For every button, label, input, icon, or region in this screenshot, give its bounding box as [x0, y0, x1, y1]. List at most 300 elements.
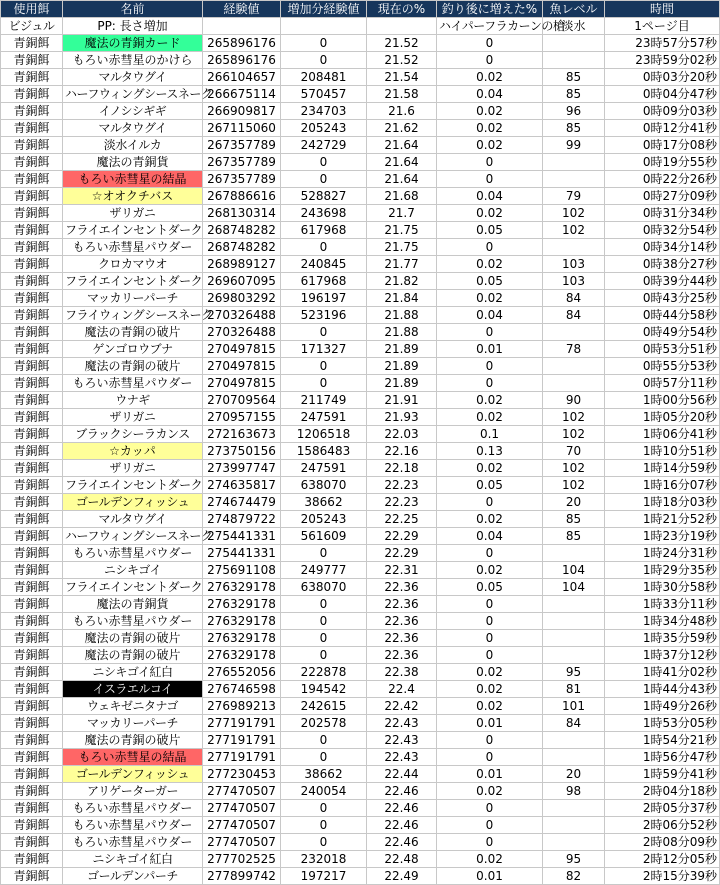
- cell-exp[interactable]: 266909817: [203, 103, 281, 120]
- cell-time[interactable]: 1時21分52秒: [605, 511, 720, 528]
- cell-time[interactable]: 1時59分41秒: [605, 766, 720, 783]
- cell-name[interactable]: ニシキゴイ: [63, 562, 203, 579]
- cell-time[interactable]: 1時33分11秒: [605, 596, 720, 613]
- cell-time[interactable]: 1時54分21秒: [605, 732, 720, 749]
- cell-increase-percent[interactable]: 0: [437, 817, 543, 834]
- cell-current-percent[interactable]: 22.46: [367, 800, 437, 817]
- cell-bait[interactable]: 青銅餌: [1, 545, 63, 562]
- cell-increase-percent[interactable]: 0: [437, 613, 543, 630]
- cell-increase-percent[interactable]: 0: [437, 358, 543, 375]
- cell-name[interactable]: 魔法の青銅の破片: [63, 324, 203, 341]
- cell-exp[interactable]: 276329178: [203, 579, 281, 596]
- cell-time[interactable]: 1時41分02秒: [605, 664, 720, 681]
- cell-bait[interactable]: 青銅餌: [1, 732, 63, 749]
- cell-increase-percent[interactable]: 0.05: [437, 477, 543, 494]
- cell-exp[interactable]: 274635817: [203, 477, 281, 494]
- cell-name[interactable]: アリゲーターガー: [63, 783, 203, 800]
- cell-added-exp[interactable]: 0: [281, 154, 367, 171]
- cell-exp[interactable]: 277899742: [203, 868, 281, 885]
- header-current-percent[interactable]: 現在の%: [367, 1, 437, 18]
- cell-exp[interactable]: 269803292: [203, 290, 281, 307]
- cell-added-exp[interactable]: 240054: [281, 783, 367, 800]
- cell-added-exp[interactable]: 0: [281, 732, 367, 749]
- cell-fish-level[interactable]: 70: [543, 443, 605, 460]
- cell-current-percent[interactable]: 22.36: [367, 613, 437, 630]
- cell-name[interactable]: マルタウグイ: [63, 69, 203, 86]
- cell-name[interactable]: 魔法の青銅の破片: [63, 630, 203, 647]
- cell-increase-percent[interactable]: 0.02: [437, 851, 543, 868]
- cell-name[interactable]: ウナギ: [63, 392, 203, 409]
- cell-name[interactable]: イノシシギギ: [63, 103, 203, 120]
- cell-name[interactable]: ハーフウィングシースネーク: [63, 528, 203, 545]
- cell-current-percent[interactable]: 21.6: [367, 103, 437, 120]
- cell-fish-level[interactable]: 85: [543, 86, 605, 103]
- header-bait[interactable]: 使用餌: [1, 1, 63, 18]
- cell-time[interactable]: 1時23分19秒: [605, 528, 720, 545]
- cell-added-exp[interactable]: 0: [281, 35, 367, 52]
- cell-bait[interactable]: 青銅餌: [1, 613, 63, 630]
- cell-name[interactable]: もろい赤彗星のかけら: [63, 52, 203, 69]
- cell-added-exp[interactable]: 38662: [281, 766, 367, 783]
- cell-added-exp[interactable]: 0: [281, 358, 367, 375]
- cell-name[interactable]: フライウィングシースネーク: [63, 307, 203, 324]
- cell-added-exp[interactable]: 197217: [281, 868, 367, 885]
- cell-bait[interactable]: 青銅餌: [1, 834, 63, 851]
- cell-time[interactable]: 1時53分05秒: [605, 715, 720, 732]
- cell-increase-percent[interactable]: 0: [437, 239, 543, 256]
- cell-current-percent[interactable]: 22.46: [367, 834, 437, 851]
- cell-exp[interactable]: 276552056: [203, 664, 281, 681]
- cell-increase-percent[interactable]: 0.02: [437, 256, 543, 273]
- cell-fish-level[interactable]: [543, 732, 605, 749]
- cell-time[interactable]: 23時59分02秒: [605, 52, 720, 69]
- cell-added-exp[interactable]: 0: [281, 52, 367, 69]
- cell-added-exp[interactable]: 1206518: [281, 426, 367, 443]
- cell-time[interactable]: 0時27分09秒: [605, 188, 720, 205]
- cell-current-percent[interactable]: 21.75: [367, 239, 437, 256]
- cell-added-exp[interactable]: 0: [281, 800, 367, 817]
- cell-exp[interactable]: 270326488: [203, 307, 281, 324]
- cell-added-exp[interactable]: 211749: [281, 392, 367, 409]
- cell-current-percent[interactable]: 22.44: [367, 766, 437, 783]
- cell-added-exp[interactable]: 0: [281, 375, 367, 392]
- cell-exp[interactable]: 270497815: [203, 341, 281, 358]
- subheader-empty-exp[interactable]: [203, 18, 281, 35]
- cell-current-percent[interactable]: 21.88: [367, 307, 437, 324]
- cell-added-exp[interactable]: 1586483: [281, 443, 367, 460]
- cell-name[interactable]: フライエインセントダーク: [63, 273, 203, 290]
- cell-bait[interactable]: 青銅餌: [1, 409, 63, 426]
- cell-exp[interactable]: 277191791: [203, 732, 281, 749]
- cell-exp[interactable]: 277470507: [203, 783, 281, 800]
- cell-increase-percent[interactable]: 0.05: [437, 579, 543, 596]
- cell-current-percent[interactable]: 21.58: [367, 86, 437, 103]
- cell-increase-percent[interactable]: 0: [437, 375, 543, 392]
- cell-current-percent[interactable]: 22.46: [367, 783, 437, 800]
- cell-name[interactable]: ゴールデンパーチ: [63, 868, 203, 885]
- cell-added-exp[interactable]: 0: [281, 647, 367, 664]
- cell-bait[interactable]: 青銅餌: [1, 154, 63, 171]
- cell-name[interactable]: 魔法の青銅の破片: [63, 358, 203, 375]
- cell-time[interactable]: 1時30分58秒: [605, 579, 720, 596]
- cell-bait[interactable]: 青銅餌: [1, 868, 63, 885]
- subheader-pp[interactable]: PP: 長さ増加: [63, 18, 203, 35]
- cell-increase-percent[interactable]: 0.02: [437, 562, 543, 579]
- cell-added-exp[interactable]: 617968: [281, 273, 367, 290]
- cell-fish-level[interactable]: 102: [543, 222, 605, 239]
- cell-fish-level[interactable]: 20: [543, 766, 605, 783]
- cell-increase-percent[interactable]: 0.02: [437, 511, 543, 528]
- cell-increase-percent[interactable]: 0.04: [437, 86, 543, 103]
- cell-added-exp[interactable]: 561609: [281, 528, 367, 545]
- cell-exp[interactable]: 273997747: [203, 460, 281, 477]
- cell-current-percent[interactable]: 21.89: [367, 375, 437, 392]
- cell-name[interactable]: もろい赤彗星パウダー: [63, 817, 203, 834]
- cell-added-exp[interactable]: 247591: [281, 460, 367, 477]
- cell-increase-percent[interactable]: 0.02: [437, 205, 543, 222]
- cell-time[interactable]: 1時18分03秒: [605, 494, 720, 511]
- cell-exp[interactable]: 268748282: [203, 222, 281, 239]
- cell-name[interactable]: ニシキゴイ紅白: [63, 664, 203, 681]
- cell-current-percent[interactable]: 21.62: [367, 120, 437, 137]
- cell-bait[interactable]: 青銅餌: [1, 715, 63, 732]
- cell-added-exp[interactable]: 0: [281, 596, 367, 613]
- cell-increase-percent[interactable]: 0.04: [437, 307, 543, 324]
- cell-current-percent[interactable]: 22.16: [367, 443, 437, 460]
- cell-bait[interactable]: 青銅餌: [1, 579, 63, 596]
- cell-bait[interactable]: 青銅餌: [1, 562, 63, 579]
- cell-exp[interactable]: 275691108: [203, 562, 281, 579]
- cell-added-exp[interactable]: 232018: [281, 851, 367, 868]
- cell-current-percent[interactable]: 21.82: [367, 273, 437, 290]
- cell-current-percent[interactable]: 21.84: [367, 290, 437, 307]
- cell-current-percent[interactable]: 21.52: [367, 52, 437, 69]
- cell-bait[interactable]: 青銅餌: [1, 528, 63, 545]
- cell-exp[interactable]: 276329178: [203, 630, 281, 647]
- cell-time[interactable]: 1時35分59秒: [605, 630, 720, 647]
- cell-fish-level[interactable]: [543, 52, 605, 69]
- cell-current-percent[interactable]: 22.31: [367, 562, 437, 579]
- cell-fish-level[interactable]: 102: [543, 409, 605, 426]
- cell-time[interactable]: 0時44分58秒: [605, 307, 720, 324]
- subheader-water-type[interactable]: 淡水: [543, 18, 605, 35]
- cell-fish-level[interactable]: [543, 324, 605, 341]
- cell-name[interactable]: もろい赤彗星の結晶: [63, 749, 203, 766]
- cell-fish-level[interactable]: 96: [543, 103, 605, 120]
- cell-time[interactable]: 0時39分44秒: [605, 273, 720, 290]
- cell-increase-percent[interactable]: 0.02: [437, 103, 543, 120]
- cell-bait[interactable]: 青銅餌: [1, 205, 63, 222]
- cell-name[interactable]: 魔法の青銅の破片: [63, 732, 203, 749]
- cell-fish-level[interactable]: [543, 647, 605, 664]
- cell-fish-level[interactable]: 84: [543, 307, 605, 324]
- cell-added-exp[interactable]: 638070: [281, 579, 367, 596]
- cell-increase-percent[interactable]: 0.02: [437, 664, 543, 681]
- cell-fish-level[interactable]: [543, 35, 605, 52]
- cell-time[interactable]: 1時49分26秒: [605, 698, 720, 715]
- cell-fish-level[interactable]: 101: [543, 698, 605, 715]
- cell-bait[interactable]: 青銅餌: [1, 630, 63, 647]
- cell-time[interactable]: 2時15分39秒: [605, 868, 720, 885]
- cell-name[interactable]: マッカリーパーチ: [63, 290, 203, 307]
- cell-exp[interactable]: 266675114: [203, 86, 281, 103]
- cell-exp[interactable]: 267357789: [203, 154, 281, 171]
- cell-fish-level[interactable]: [543, 171, 605, 188]
- cell-bait[interactable]: 青銅餌: [1, 120, 63, 137]
- cell-fish-level[interactable]: 85: [543, 511, 605, 528]
- cell-exp[interactable]: 270497815: [203, 375, 281, 392]
- cell-exp[interactable]: 277191791: [203, 749, 281, 766]
- cell-fish-level[interactable]: [543, 358, 605, 375]
- cell-time[interactable]: 2時06分52秒: [605, 817, 720, 834]
- cell-fish-level[interactable]: 95: [543, 851, 605, 868]
- cell-current-percent[interactable]: 22.46: [367, 817, 437, 834]
- cell-added-exp[interactable]: 240845: [281, 256, 367, 273]
- cell-time[interactable]: 0時57分11秒: [605, 375, 720, 392]
- cell-exp[interactable]: 277702525: [203, 851, 281, 868]
- cell-time[interactable]: 1時05分20秒: [605, 409, 720, 426]
- cell-name[interactable]: ザリガニ: [63, 409, 203, 426]
- cell-time[interactable]: 1時24分31秒: [605, 545, 720, 562]
- cell-increase-percent[interactable]: 0: [437, 324, 543, 341]
- cell-name[interactable]: もろい赤彗星パウダー: [63, 239, 203, 256]
- cell-added-exp[interactable]: 249777: [281, 562, 367, 579]
- cell-increase-percent[interactable]: 0: [437, 596, 543, 613]
- cell-current-percent[interactable]: 22.18: [367, 460, 437, 477]
- cell-added-exp[interactable]: 243698: [281, 205, 367, 222]
- cell-time[interactable]: 1時16分07秒: [605, 477, 720, 494]
- cell-current-percent[interactable]: 22.25: [367, 511, 437, 528]
- cell-exp[interactable]: 268748282: [203, 239, 281, 256]
- cell-fish-level[interactable]: 85: [543, 120, 605, 137]
- cell-fish-level[interactable]: 82: [543, 868, 605, 885]
- cell-time[interactable]: 0時19分55秒: [605, 154, 720, 171]
- cell-increase-percent[interactable]: 0.02: [437, 137, 543, 154]
- cell-time[interactable]: 2時08分09秒: [605, 834, 720, 851]
- subheader-weapon[interactable]: ハイパーフラカーンの槍: [437, 18, 543, 35]
- cell-exp[interactable]: 270497815: [203, 358, 281, 375]
- cell-current-percent[interactable]: 21.64: [367, 154, 437, 171]
- cell-exp[interactable]: 267886616: [203, 188, 281, 205]
- cell-increase-percent[interactable]: 0: [437, 834, 543, 851]
- cell-increase-percent[interactable]: 0.05: [437, 273, 543, 290]
- cell-name[interactable]: もろい赤彗星パウダー: [63, 834, 203, 851]
- cell-name[interactable]: ハーフウィングシースネーク: [63, 86, 203, 103]
- cell-time[interactable]: 1時56分47秒: [605, 749, 720, 766]
- cell-bait[interactable]: 青銅餌: [1, 681, 63, 698]
- header-added-exp[interactable]: 増加分経験値: [281, 1, 367, 18]
- cell-current-percent[interactable]: 21.64: [367, 171, 437, 188]
- cell-name[interactable]: ニシキゴイ紅白: [63, 851, 203, 868]
- cell-name[interactable]: フライエインセントダーク: [63, 477, 203, 494]
- cell-current-percent[interactable]: 22.03: [367, 426, 437, 443]
- cell-fish-level[interactable]: [543, 630, 605, 647]
- cell-bait[interactable]: 青銅餌: [1, 749, 63, 766]
- cell-name[interactable]: イスラエルコイ: [63, 681, 203, 698]
- cell-added-exp[interactable]: 0: [281, 817, 367, 834]
- cell-increase-percent[interactable]: 0.01: [437, 766, 543, 783]
- cell-current-percent[interactable]: 21.89: [367, 341, 437, 358]
- cell-time[interactable]: 1時14分59秒: [605, 460, 720, 477]
- cell-added-exp[interactable]: 0: [281, 834, 367, 851]
- cell-name[interactable]: 魔法の青銅貨: [63, 154, 203, 171]
- cell-increase-percent[interactable]: 0.02: [437, 409, 543, 426]
- cell-exp[interactable]: 268989127: [203, 256, 281, 273]
- cell-exp[interactable]: 277230453: [203, 766, 281, 783]
- cell-name[interactable]: もろい赤彗星の結晶: [63, 171, 203, 188]
- cell-bait[interactable]: 青銅餌: [1, 698, 63, 715]
- cell-increase-percent[interactable]: 0.02: [437, 783, 543, 800]
- cell-fish-level[interactable]: [543, 749, 605, 766]
- cell-exp[interactable]: 267357789: [203, 171, 281, 188]
- cell-increase-percent[interactable]: 0: [437, 630, 543, 647]
- subheader-empty-added[interactable]: [281, 18, 367, 35]
- cell-added-exp[interactable]: 0: [281, 630, 367, 647]
- cell-increase-percent[interactable]: 0.02: [437, 460, 543, 477]
- cell-fish-level[interactable]: 95: [543, 664, 605, 681]
- cell-added-exp[interactable]: 0: [281, 324, 367, 341]
- cell-time[interactable]: 1時44分43秒: [605, 681, 720, 698]
- cell-name[interactable]: ザリガニ: [63, 205, 203, 222]
- cell-added-exp[interactable]: 202578: [281, 715, 367, 732]
- cell-exp[interactable]: 265896176: [203, 35, 281, 52]
- cell-name[interactable]: マルタウグイ: [63, 511, 203, 528]
- cell-name[interactable]: マルタウグイ: [63, 120, 203, 137]
- cell-fish-level[interactable]: 104: [543, 579, 605, 596]
- cell-bait[interactable]: 青銅餌: [1, 52, 63, 69]
- cell-bait[interactable]: 青銅餌: [1, 137, 63, 154]
- cell-added-exp[interactable]: 617968: [281, 222, 367, 239]
- cell-bait[interactable]: 青銅餌: [1, 817, 63, 834]
- cell-fish-level[interactable]: 90: [543, 392, 605, 409]
- cell-current-percent[interactable]: 21.88: [367, 324, 437, 341]
- cell-added-exp[interactable]: 234703: [281, 103, 367, 120]
- cell-name[interactable]: ウェキゼニタナゴ: [63, 698, 203, 715]
- cell-fish-level[interactable]: 102: [543, 460, 605, 477]
- cell-name[interactable]: 魔法の青銅の破片: [63, 647, 203, 664]
- cell-added-exp[interactable]: 0: [281, 239, 367, 256]
- cell-fish-level[interactable]: [543, 613, 605, 630]
- cell-fish-level[interactable]: 102: [543, 477, 605, 494]
- cell-exp[interactable]: 270709564: [203, 392, 281, 409]
- cell-bait[interactable]: 青銅餌: [1, 494, 63, 511]
- cell-name[interactable]: フライエインセントダーク: [63, 222, 203, 239]
- cell-increase-percent[interactable]: 0: [437, 154, 543, 171]
- cell-bait[interactable]: 青銅餌: [1, 443, 63, 460]
- cell-current-percent[interactable]: 22.38: [367, 664, 437, 681]
- cell-name[interactable]: ゲンゴロウブナ: [63, 341, 203, 358]
- cell-name[interactable]: ゴールデンフィッシュ: [63, 766, 203, 783]
- cell-exp[interactable]: 266104657: [203, 69, 281, 86]
- cell-exp[interactable]: 274674479: [203, 494, 281, 511]
- cell-fish-level[interactable]: 98: [543, 783, 605, 800]
- cell-fish-level[interactable]: [543, 596, 605, 613]
- cell-fish-level[interactable]: 79: [543, 188, 605, 205]
- cell-increase-percent[interactable]: 0: [437, 545, 543, 562]
- cell-bait[interactable]: 青銅餌: [1, 783, 63, 800]
- cell-fish-level[interactable]: 102: [543, 205, 605, 222]
- cell-time[interactable]: 0時17分08秒: [605, 137, 720, 154]
- cell-current-percent[interactable]: 21.68: [367, 188, 437, 205]
- cell-current-percent[interactable]: 22.36: [367, 647, 437, 664]
- cell-exp[interactable]: 269607095: [203, 273, 281, 290]
- cell-name[interactable]: もろい赤彗星パウダー: [63, 800, 203, 817]
- cell-current-percent[interactable]: 21.7: [367, 205, 437, 222]
- cell-increase-percent[interactable]: 0.1: [437, 426, 543, 443]
- cell-bait[interactable]: 青銅餌: [1, 766, 63, 783]
- cell-current-percent[interactable]: 22.4: [367, 681, 437, 698]
- cell-bait[interactable]: 青銅餌: [1, 477, 63, 494]
- cell-current-percent[interactable]: 21.77: [367, 256, 437, 273]
- cell-added-exp[interactable]: 247591: [281, 409, 367, 426]
- cell-bait[interactable]: 青銅餌: [1, 392, 63, 409]
- cell-current-percent[interactable]: 21.89: [367, 358, 437, 375]
- cell-increase-percent[interactable]: 0.02: [437, 290, 543, 307]
- cell-bait[interactable]: 青銅餌: [1, 460, 63, 477]
- cell-current-percent[interactable]: 22.36: [367, 596, 437, 613]
- header-fish-level[interactable]: 魚レベル: [543, 1, 605, 18]
- cell-current-percent[interactable]: 22.48: [367, 851, 437, 868]
- cell-time[interactable]: 2時12分05秒: [605, 851, 720, 868]
- cell-time[interactable]: 0時31分34秒: [605, 205, 720, 222]
- cell-added-exp[interactable]: 523196: [281, 307, 367, 324]
- cell-bait[interactable]: 青銅餌: [1, 426, 63, 443]
- cell-name[interactable]: ザリガニ: [63, 460, 203, 477]
- cell-fish-level[interactable]: 84: [543, 290, 605, 307]
- cell-name[interactable]: ブラックシーラカンス: [63, 426, 203, 443]
- cell-increase-percent[interactable]: 0.02: [437, 69, 543, 86]
- cell-fish-level[interactable]: 85: [543, 528, 605, 545]
- cell-bait[interactable]: 青銅餌: [1, 171, 63, 188]
- cell-increase-percent[interactable]: 0.04: [437, 188, 543, 205]
- cell-fish-level[interactable]: 103: [543, 256, 605, 273]
- cell-fish-level[interactable]: 103: [543, 273, 605, 290]
- cell-bait[interactable]: 青銅餌: [1, 851, 63, 868]
- cell-added-exp[interactable]: 242729: [281, 137, 367, 154]
- cell-time[interactable]: 1時10分51秒: [605, 443, 720, 460]
- cell-current-percent[interactable]: 22.43: [367, 732, 437, 749]
- header-exp[interactable]: 経験値: [203, 1, 281, 18]
- cell-bait[interactable]: 青銅餌: [1, 647, 63, 664]
- cell-bait[interactable]: 青銅餌: [1, 511, 63, 528]
- cell-bait[interactable]: 青銅餌: [1, 86, 63, 103]
- cell-bait[interactable]: 青銅餌: [1, 69, 63, 86]
- cell-increase-percent[interactable]: 0.01: [437, 341, 543, 358]
- cell-current-percent[interactable]: 22.23: [367, 477, 437, 494]
- cell-increase-percent[interactable]: 0.04: [437, 528, 543, 545]
- cell-exp[interactable]: 270957155: [203, 409, 281, 426]
- cell-time[interactable]: 0時09分03秒: [605, 103, 720, 120]
- cell-fish-level[interactable]: [543, 800, 605, 817]
- cell-fish-level[interactable]: 85: [543, 69, 605, 86]
- cell-added-exp[interactable]: 208481: [281, 69, 367, 86]
- cell-current-percent[interactable]: 22.43: [367, 749, 437, 766]
- cell-name[interactable]: もろい赤彗星パウダー: [63, 613, 203, 630]
- cell-exp[interactable]: 276329178: [203, 647, 281, 664]
- cell-added-exp[interactable]: 638070: [281, 477, 367, 494]
- cell-fish-level[interactable]: 81: [543, 681, 605, 698]
- cell-exp[interactable]: 275441331: [203, 545, 281, 562]
- cell-bait[interactable]: 青銅餌: [1, 290, 63, 307]
- cell-bait[interactable]: 青銅餌: [1, 273, 63, 290]
- cell-current-percent[interactable]: 21.75: [367, 222, 437, 239]
- cell-fish-level[interactable]: 78: [543, 341, 605, 358]
- cell-bait[interactable]: 青銅餌: [1, 341, 63, 358]
- cell-time[interactable]: 0時38分27秒: [605, 256, 720, 273]
- cell-increase-percent[interactable]: 0.02: [437, 392, 543, 409]
- cell-exp[interactable]: 265896176: [203, 52, 281, 69]
- cell-time[interactable]: 23時57分57秒: [605, 35, 720, 52]
